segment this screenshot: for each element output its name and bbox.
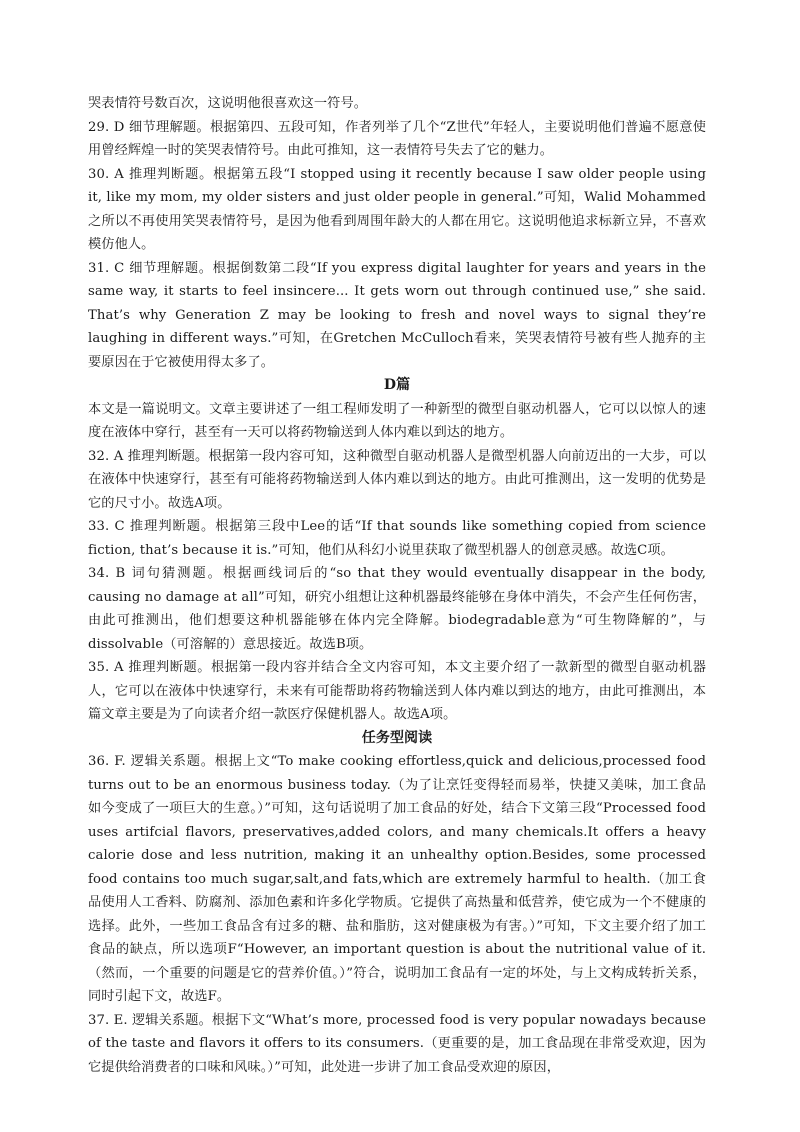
answer-29: 29. D 细节理解题。根据第四、五段可知，作者列举了几个“Z世代”年轻人，主要说明他们普遍不愿意使用曾经辉煌一时的笑哭表情符号。由此可推知，这一表情符号失去了它的魅力。 <box>88 119 706 158</box>
answer-37: 37. E. 逻辑关系题。根据下文“What’s more, processed food is very popular nowadays because of the taste and flavors it offers to its consumers.（更重要的是，加工食品现在非常受欢迎，因为它提供给消费者的口味和风味。）”可知，此处进一步讲了加工食品受欢迎的原因， <box>88 1012 706 1075</box>
section-d-summary: 本文是一篇说明文。文章主要讲述了一组工程师发明了一种新型的微型自驱动机器人，它可以以惊人的速度在液体中穿行，甚至有一天可以将药物输送到人体内难以到达的地方。 <box>88 401 706 440</box>
answer-34: 34. B 词句猜测题。根据画线词后的“so that they would eventually disappear in the body, causing no damage at all”可知，研究小组想让这种机器最终能够在身体中消失，不会产生任何伤害，由此可推测出，他们想要这种机器能够在体内完全降解。biodegradable意为“可生物降解的”，与dissolvable（可溶解的）意思接近。故选B项。 <box>88 566 706 652</box>
answer-35: 35. A 推理判断题。根据第一段内容并结合全文内容可知，本文主要介绍了一款新型的微型自驱动机器人，它可以在液体中快速穿行，未来有可能帮助将药物输送到人体内难以到达的地方，由此可推测出，本篇文章主要是为了向读者介绍一款医疗保健机器人。故选A项。 <box>88 660 706 722</box>
answer-33: 33. C 推理判断题。根据第三段中Lee的话“If that sounds like something copied from science fiction, that’s because it is.”可知，他们从科幻小说里获取了微型机器人的创意灵感。故选C项。 <box>88 519 706 558</box>
answer-32: 32. A 推理判断题。根据第一段内容可知，这种微型自驱动机器人是微型机器人向前迈出的一大步，可以在液体中快速穿行，甚至有可能将药物输送到人体内难以到达的地方。由此可推测出，这一发明的优势是它的尺寸小。故选A项。 <box>88 448 706 511</box>
task-reading-heading: 任务型阅读 <box>361 729 433 746</box>
answer-31: 31. C 细节理解题。根据倒数第二段“If you express digital laughter for years and years in the same way, it starts to feel insincere... It gets worn out through continued use,” she said. That’s why Generation Z may be looking to fresh and novel ways to signal they’re laughing in different ways.”可知，在Gretchen McCulloch看来，笑哭表情符号被有些人抛弃的主要原因在于它被使用得太多了。 <box>88 260 706 370</box>
section-d-heading: D篇 <box>383 377 411 393</box>
answer-30: 30. A 推理判断题。根据第五段“I stopped using it recently because I saw older people using it, like my mom, my older sisters and just older people in general.”可知，Walid Mohammed之所以不再使用笑哭表情符号，是因为他看到周围年龄大的人都在用它。这说明他追求标新立异，不喜欢模仿他人。 <box>88 166 706 252</box>
answer-key-page <box>88 92 706 1079</box>
paragraph-cont: 哭表情符号数百次，这说明他很喜欢这一符号。 <box>88 96 368 111</box>
answer-36: 36. F. 逻辑关系题。根据上文“To make cooking effortless,quick and delicious,processed food turns out to be an enormous business today.（为了让烹饪变得轻而易举，快捷又美味，加工食品如今变成了一项巨大的生意。）”可知，这句话说明了加工食品的好处，结合下文第三段“Processed food uses artifcial flavors, preservatives,added colors, and many chemicals.It offers a heavy calorie dose and less nutrition, making it an unhealthy option.Besides, some processed food contains too much sugar,salt,and fats,which are extremely harmful to health.（加工食品使用人工香料、防腐剂、添加色素和许多化学物质。它提供了高热量和低营养，使它成为一个不健康的选择。此外，一些加工食品含有过多的糖、盐和脂肪，这对健康极为有害。）”可知，下文主要介绍了加工食品的缺点，所以选项F“However, an important question is about the nutritional value of it.（然而，一个重要的问题是它的营养价值。）”符合，说明加工食品有一定的坏处，与上文构成转折关系，同时引起下文，故选F。 <box>88 754 706 1004</box>
